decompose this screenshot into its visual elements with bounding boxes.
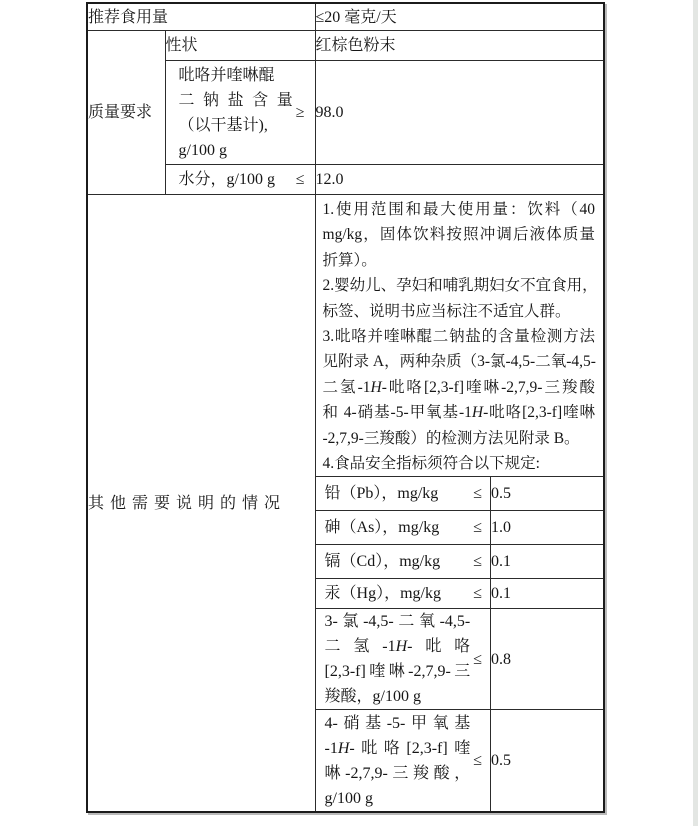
pqq-content-label: 吡咯并喹啉醌 二钠盐含量 （以干基计), g/100 g — [178, 66, 293, 159]
moisture-value: 12.0 — [315, 165, 604, 195]
limit-label-impurity-chloro: 3-氯-4,5-二氧-4,5- 二氢-1H-吡咯 [2,3-f]喹啉-2,7,9-三 羧酸，g/100 g — [324, 613, 471, 705]
quality-group-label: 质量要求 — [87, 31, 165, 195]
pqq-content-label-cell — [165, 61, 315, 165]
limit-label-cadmium: 镉（Cd），mg/kg — [324, 553, 441, 570]
leq-symbol: ≤ — [473, 585, 483, 602]
other-matters-content-cell — [315, 195, 604, 813]
limit-value-impurity-nitro: 0.5 — [491, 710, 604, 812]
geq-symbol: ≥ — [295, 104, 305, 121]
spec-table — [86, 2, 605, 813]
limit-row-arsenic — [316, 511, 604, 545]
appearance-label: 性状 — [165, 31, 315, 61]
limit-value-mercury: 0.1 — [491, 579, 604, 609]
limit-label-impurity-nitro: 4-硝基-5-甲氧基 -1H-吡咯[2,3-f]喹 啉-2,7,9-三羧酸， g/100 g — [324, 714, 471, 807]
moisture-label: 水分，g/100 g — [178, 171, 275, 188]
leq-symbol: ≤ — [295, 171, 305, 188]
limit-value-lead: 0.5 — [491, 477, 604, 511]
limit-row-mercury — [316, 579, 604, 609]
limit-row-lead — [316, 477, 604, 511]
limit-row-impurity-chloro — [316, 609, 604, 710]
other-matters-notes: 1.使用范围和最大使用量：饮料（40 mg/kg，固体饮料按照冲调后液体质量 折算）。 2.婴幼儿、孕妇和哺乳期妇女不宜食用， 标签、说明书应当标注不适宜人群。 3.吡咯并喹啉醌二钠盐的含量检测方法 见附录 A，两种杂质（3-氯-4,5-二氧-4,5- 二氢-1H-吡咯[2,3-f]喹啉-2,7,9-三羧酸 和 4-硝基-5-甲氧基-1H-吡咯[2,3-f]喹啉 -2,7,9-三羧酸）的检测方法见附录 B。 4.食品安全指标须符合以下规定: — [322, 201, 598, 473]
other-matters-label: 其他需要说明的情况 — [87, 195, 315, 813]
leq-symbol: ≤ — [473, 553, 483, 570]
limit-value-cadmium: 0.1 — [491, 545, 604, 579]
leq-symbol: ≤ — [473, 650, 483, 668]
recommended-intake-label: 推荐食用量 — [87, 3, 315, 31]
leq-symbol: ≤ — [473, 485, 483, 502]
leq-symbol: ≤ — [473, 519, 483, 536]
moisture-label-cell — [165, 165, 315, 195]
recommended-intake-value: ≤20 毫克/天 — [315, 3, 604, 31]
limit-row-impurity-nitro — [316, 710, 604, 812]
page-edge-shadow — [693, 0, 698, 826]
appearance-value: 红棕色粉末 — [315, 31, 604, 61]
limit-label-arsenic: 砷（As），mg/kg — [324, 519, 440, 536]
limit-label-mercury: 汞（Hg），mg/kg — [324, 585, 441, 602]
limit-value-arsenic: 1.0 — [491, 511, 604, 545]
row-other-matters — [87, 195, 604, 813]
leq-symbol: ≤ — [473, 752, 483, 769]
row-pqq-content — [87, 61, 604, 165]
row-moisture — [87, 165, 604, 195]
pqq-content-value: 98.0 — [315, 61, 604, 165]
limit-row-cadmium — [316, 545, 604, 579]
limit-value-impurity-chloro: 0.8 — [491, 609, 604, 710]
limit-label-lead: 铅（Pb），mg/kg — [324, 485, 439, 502]
row-recommended-intake — [87, 3, 604, 31]
safety-limits-table — [316, 476, 604, 811]
row-appearance — [87, 31, 604, 61]
